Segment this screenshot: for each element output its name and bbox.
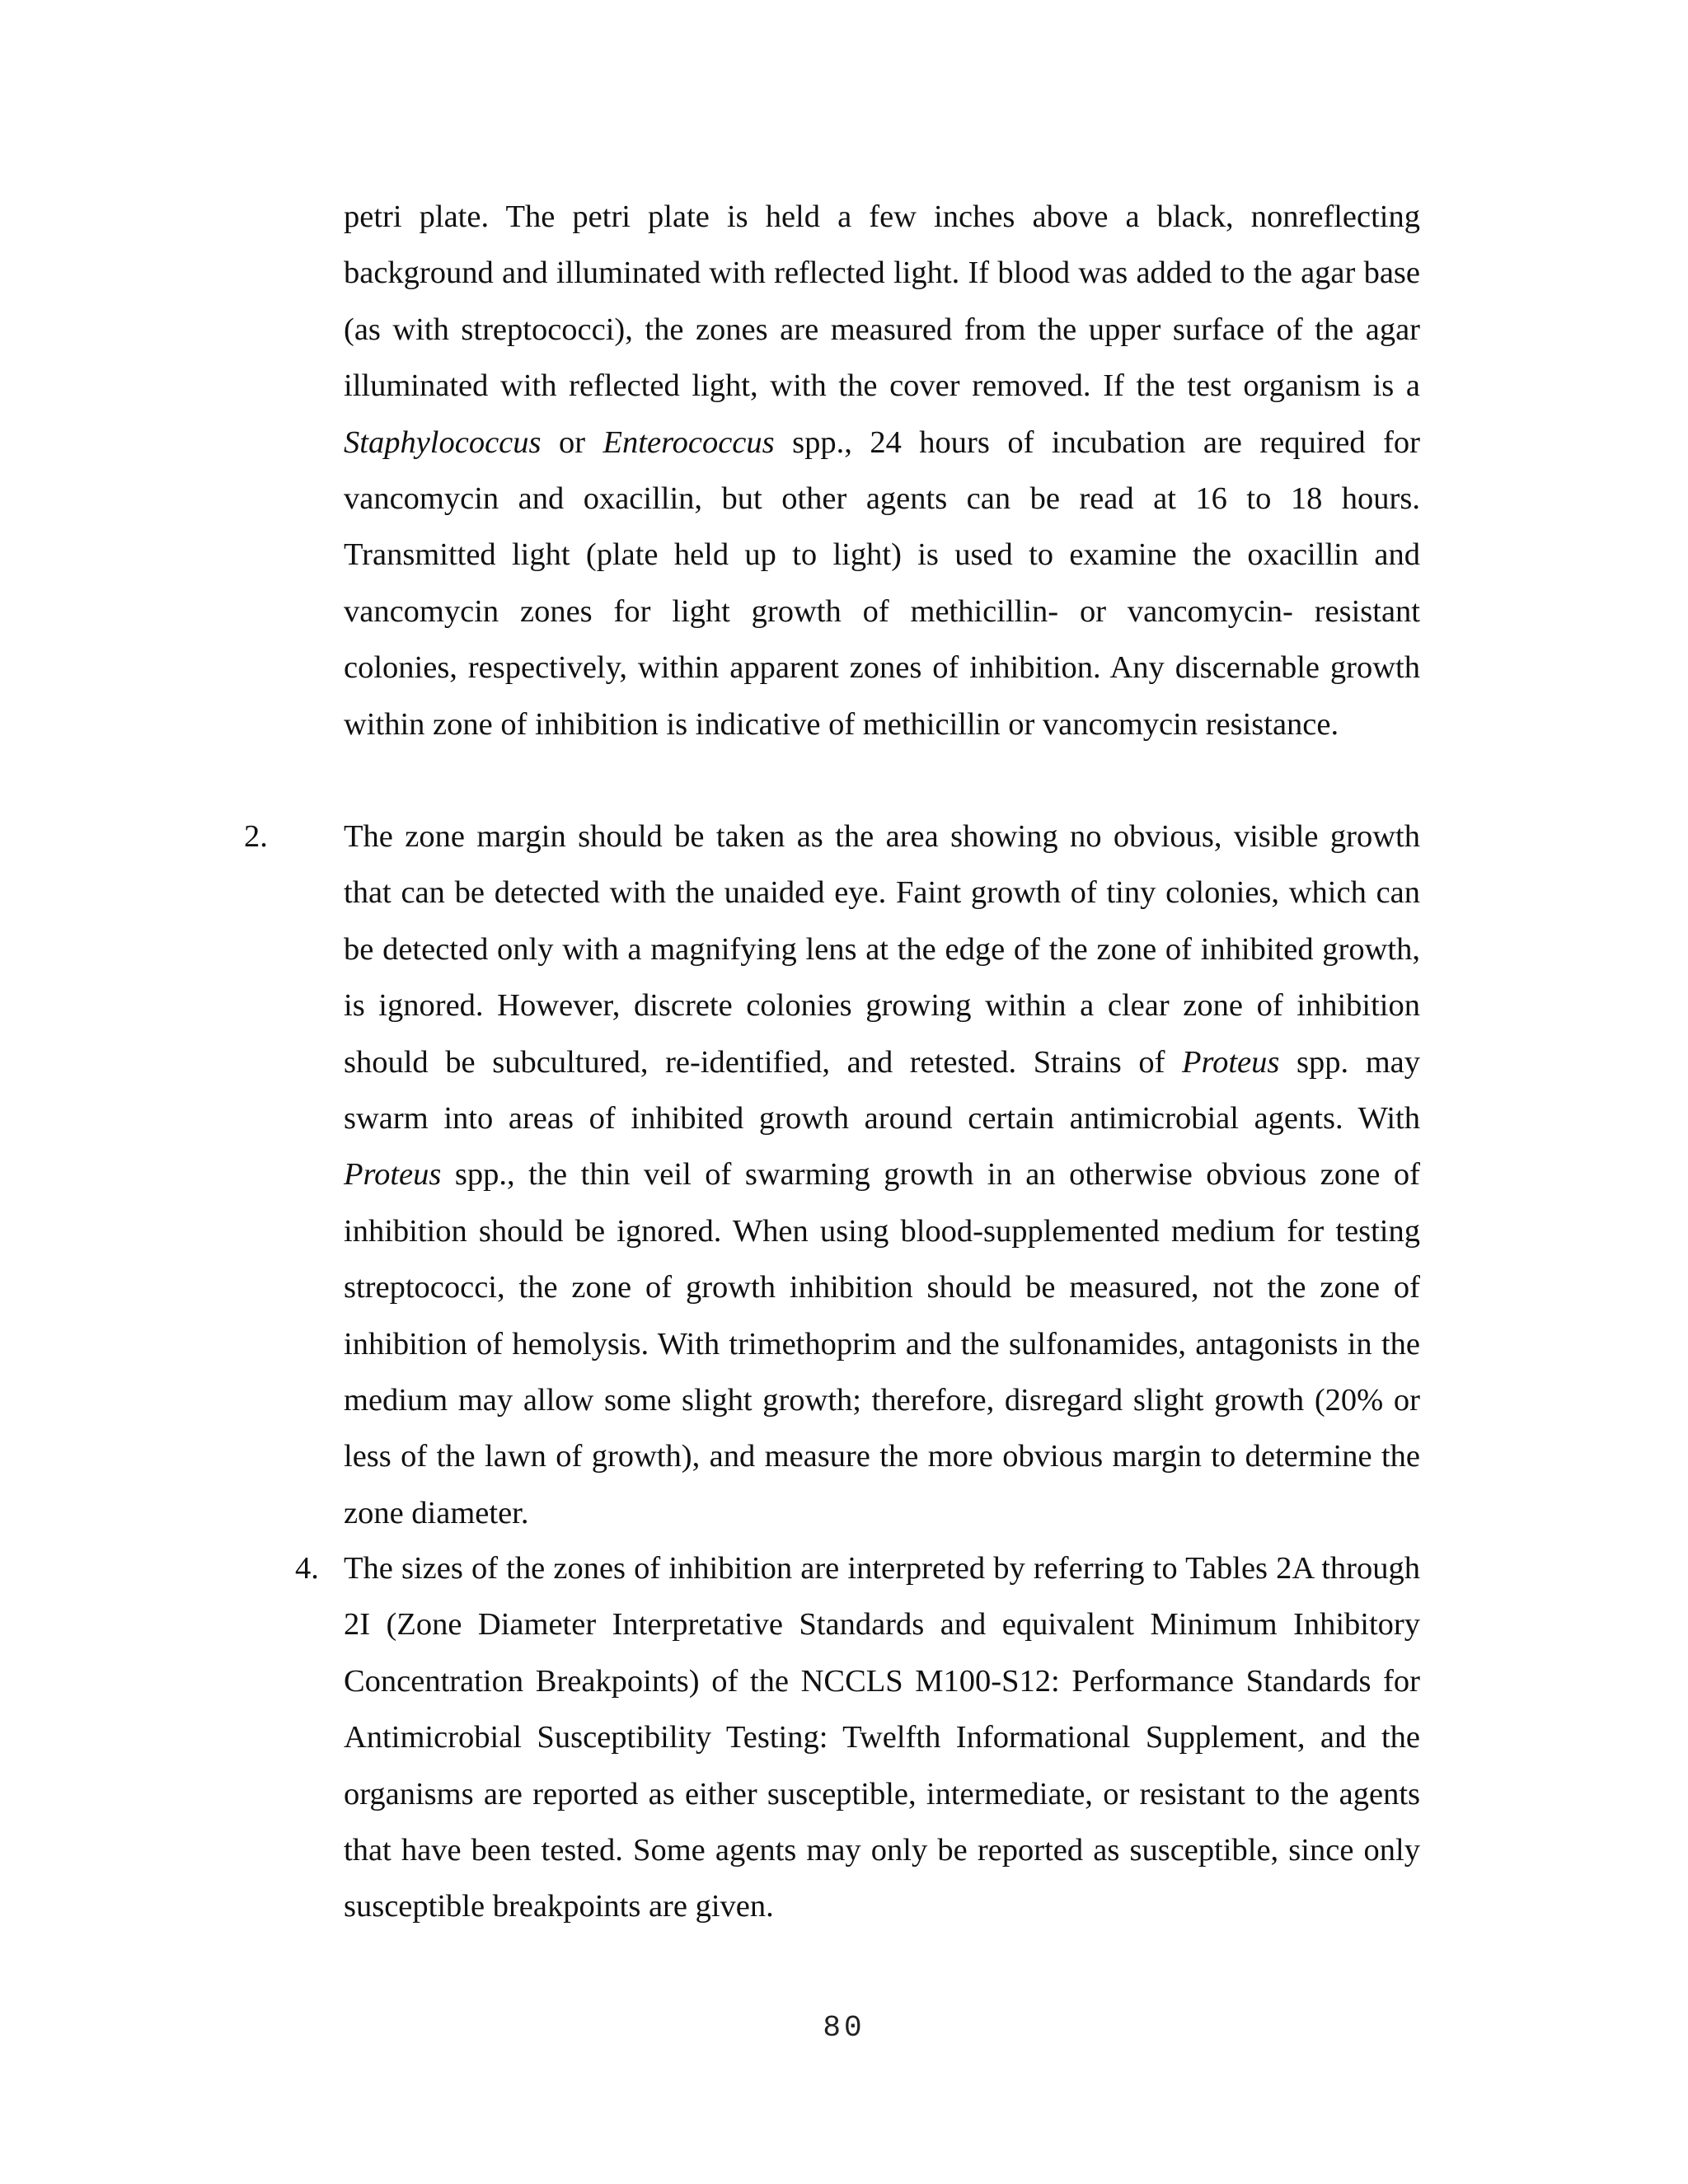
text-run: The zone margin should be taken as the area showing no obvious, visible growth that can be detected with the unaided eye. Faint growth of tiny colonies, which can be detected only with a magnifying lens at the edge of the zone of inhibited growth, is ignored. However, discrete colonies growing within a clear zone of inhibition should be subcultured, re-identified, and retested. Strains of bbox=[344, 819, 1420, 1080]
italic-term-staphylococcus: Staphylococcus bbox=[344, 424, 542, 460]
text-run: spp. may swarm into areas of inhibited growth around certain antimicrobial agents. With bbox=[344, 1044, 1420, 1137]
italic-term-proteus: Proteus bbox=[1182, 1044, 1280, 1080]
text-run: petri plate. The petri plate is held a few inches above a black, nonreflecting background and illuminated with reflected light. If blood was added to the agar base (as with streptococci), the zones are measured from the upper surface of the agar illuminated with reflected light, with the cover removed. If the test organism is a bbox=[344, 199, 1420, 404]
text-run: spp., the thin veil of swarming growth in an otherwise obvious zone of inhibition should be ignored. When using blood-supplemented medium for testing streptococci, the zone of growth inhibition should be measured, not the zone of inhibition of hemolysis. With trimethoprim and the sulfonamides, antagonists in the medium may allow some slight growth; therefore, disregard slight growth (20% or less of the lawn of growth), and measure the more obvious margin to determine the zone diameter. bbox=[344, 1157, 1420, 1530]
paragraph-continuation bbox=[344, 189, 1420, 752]
paragraph-item-4: The sizes of the zones of inhibition are interpreted by referring to Tables 2A through 2I (Zone Diameter Interpretative Standards and equivalent Minimum Inhibitory Concentration Breakpoints) of the NCCLS M100-S12: Performance Standards for Antimicrobial Susceptibility Testing: Twelfth Informational Supplement, and the organisms are reported as either susceptible, intermediate, or resistant to the agents that have been tested. Some agents may only be reported as susceptible, since only susceptible breakpoints are given. bbox=[344, 1551, 1420, 1924]
paragraph-item-2 bbox=[344, 808, 1420, 1541]
text-run: or bbox=[541, 424, 603, 460]
list-number-4: 4. bbox=[295, 1551, 319, 1586]
italic-term-proteus: Proteus bbox=[344, 1157, 442, 1193]
text-run: spp., 24 hours of incubation are required for vancomycin and oxacillin, but other agents can be read at 16 to 18 hours. Transmitted light (plate held up to light) is used to examine the oxacillin and vancomycin zones for light growth of methicillin- or vancomycin- resistant colonies, respectively, within apparent zones of inhibition. Any discernable growth within zone of inhibition is indicative of methicillin or vancomycin resistance. bbox=[344, 424, 1420, 742]
page-number: 80 bbox=[823, 2011, 865, 2045]
list-number-2: 2. bbox=[244, 819, 268, 854]
italic-term-enterococcus: Enterococcus bbox=[603, 424, 775, 460]
